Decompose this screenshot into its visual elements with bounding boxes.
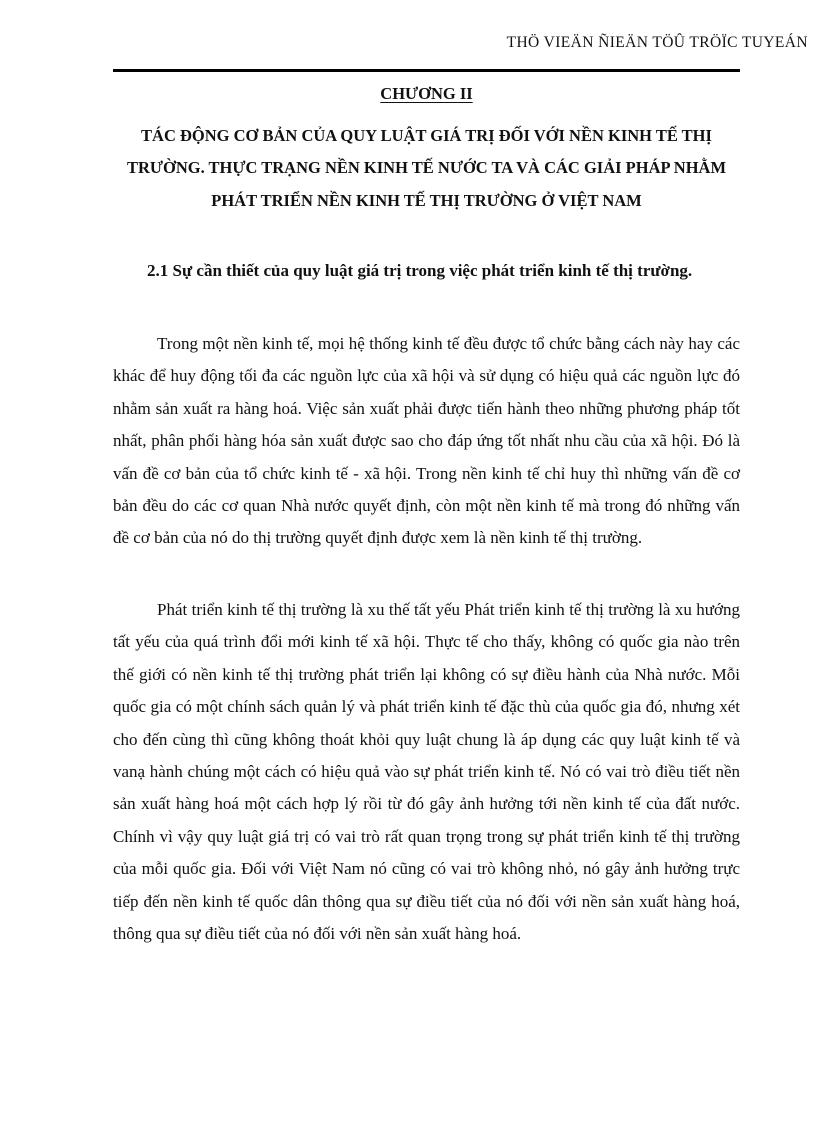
section-heading: 2.1 Sự cần thiết của quy luật giá trị trong việc phát triển kinh tế thị trường. bbox=[147, 261, 693, 280]
chapter-label: CHƯƠNG II bbox=[380, 84, 473, 103]
header-rule bbox=[113, 69, 740, 72]
running-header: THÖ VIEÄN ÑIEÄN TÖÛ TRÖÏC TUYEÁN bbox=[506, 34, 808, 51]
chapter-title: TÁC ĐỘNG CƠ BẢN CỦA QUY LUẬT GIÁ TRỊ ĐỐI VỚI NỀN KINH TẾ THỊ TRƯỜNG. THỰC TRẠNG NỀN KINH TẾ NƯỚC TA VÀ CÁC GIẢI PHÁP NHẰM PHÁT TRIỂN NỀN KINH TẾ THỊ TRƯỜNG Ở VIỆT NAM bbox=[126, 126, 727, 210]
body-paragraph-2: Phát triển kinh tế thị trường là xu thế tất yếu Phát triển kinh tế thị trường là xu hướng tất yếu của quá trình đổi mới kinh tế xã hội. Thực tế cho thấy, không có quốc gia nào trên thế giới có nền kinh tế thị trường phát triển lại không có sự điều hành của Nhà nước. Mỗi quốc gia có một chính sách quản lý và phát triển kinh tế đặc thù của quốc gia đó, nhưng xét cho đến cùng thì cũng không thoát khỏi quy luật chung là áp dụng các quy luật kinh tế và vanạ hành chúng một cách có hiệu quả vào sự phát triển kinh tế. Nó có vai trò điều tiết nền sản xuất hàng hoá một cách hợp lý rồi từ đó gây ảnh hưởng tới nền kinh tế của đất nước. Chính vì vậy quy luật giá trị có vai trò rất quan trọng trong sự phát triển kinh tế thị trường của mỗi quốc gia. Đối với Việt Nam nó cũng có vai trò không nhỏ, nó gây ảnh hưởng trực tiếp đến nền kinh tế quốc dân thông qua sự điều tiết của nó đối với nền sản xuất hàng hoá, thông qua sự điều tiết của nó đối với nền sản xuất hàng hoá. bbox=[113, 600, 740, 944]
body-paragraph-1: Trong một nền kinh tế, mọi hệ thống kinh tế đều được tổ chức bằng cách này hay các khác để huy động tối đa các nguồn lực của xã hội và sử dụng có hiệu quả các nguồn lực đó nhằm sản xuất ra hàng hoá. Việc sản xuất phải được tiến hành theo những phương pháp tốt nhất, phân phối hàng hóa sản xuất được sao cho đáp ứng tốt nhất nhu cầu của xã hội. Đó là vấn đề cơ bản của tổ chức kinh tế - xã hội. Trong nền kinh tế chỉ huy thì những vấn đề cơ bản đều do các cơ quan Nhà nước quyết định, còn một nền kinh tế mà trong đó những vấn đề cơ bản của nó do thị trường quyết định được xem là nền kinh tế thị trường. bbox=[113, 334, 740, 548]
